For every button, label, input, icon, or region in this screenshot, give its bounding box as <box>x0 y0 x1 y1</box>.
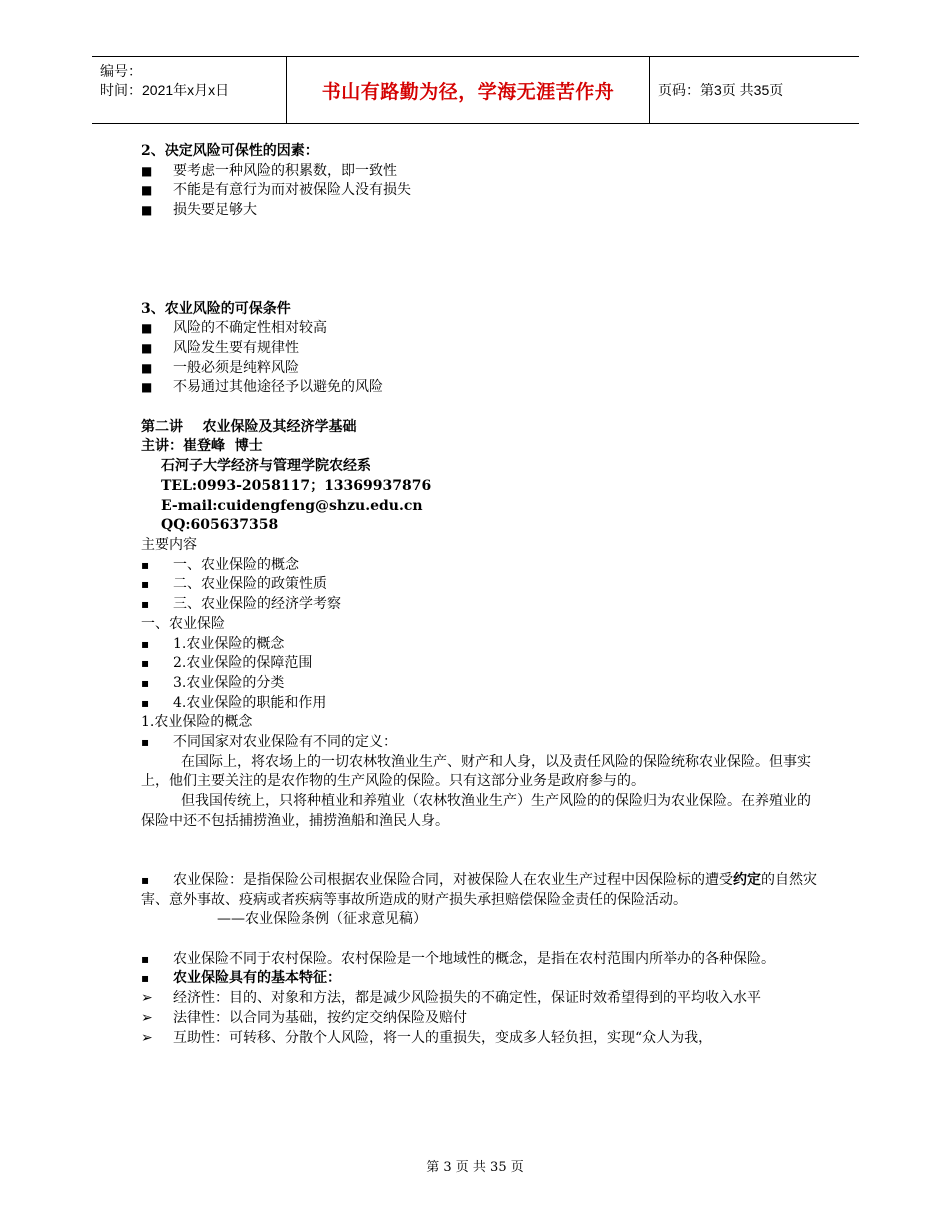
page-label: 页码：第3页 共35页 <box>658 82 784 98</box>
square-bullet-icon: ■ <box>141 360 153 375</box>
list-item: ■ 风险的不确定性相对较高 <box>141 319 821 339</box>
square-bullet-icon: ▪ <box>141 656 150 671</box>
list-item: ■ 一般必须是纯粹风险 <box>141 359 821 379</box>
paragraph: 但我国传统上，只将种植业和养殖业（农林牧渔业生产）生产风险的的保险归为农业保险。在养殖业的保险中还不包括捕捞渔业，捕捞渔船和渔民人身。 <box>141 793 811 829</box>
list-item: ■ 风险发生要有规律性 <box>141 339 821 359</box>
square-bullet-icon: ■ <box>141 203 153 218</box>
square-bullet-icon: ▪ <box>141 636 150 651</box>
arrow-bullet-icon: ➢ <box>141 990 153 1007</box>
list-item: ■ 不能是有意行为而对被保险人没有损失 <box>141 181 821 201</box>
definition-paragraph: ▪ 农业保险：是指保险公司根据农业保险合同，对被保险人在农业生产过程中因保险标的遭受约定的自然灾害、意外事故、疫病或者疾病等事故所造成的财产损失承担赔偿保险金责任的保险活动。 <box>141 871 817 908</box>
affiliation: 石河子大学经济与管理学院农经系 <box>161 458 371 475</box>
list-item: ▪ 4.农业保险的职能和作用 <box>141 694 821 714</box>
features-title: ▪ 农业保险具有的基本特征： <box>141 969 821 989</box>
main-content-label: 主要内容 <box>141 536 197 553</box>
header-table <box>92 56 859 124</box>
section-3-title: 3、农业风险的可保条件 <box>141 300 291 317</box>
concept-title: 1.农业保险的概念 <box>141 714 253 731</box>
header-page-cell <box>650 57 859 123</box>
list-item: ■ 要考虑一种风险的积累数，即一致性 <box>141 162 821 182</box>
square-bullet-icon: ■ <box>141 163 153 178</box>
part-1-title: 一、农业保险 <box>141 615 225 632</box>
feature-item: ➢ 法律性：以合同为基础，按约定交纳保险及赔付 <box>141 1009 821 1029</box>
square-bullet-icon: ▪ <box>141 675 150 690</box>
list-item: ■ 损失要足够大 <box>141 201 821 221</box>
square-bullet-icon: ▪ <box>141 597 150 612</box>
square-bullet-icon: ■ <box>141 321 153 336</box>
feature-item: ➢ 互助性：可转移、分散个人风险，将一人的重损失，变成多人轻负担，实现“众人为我， <box>141 1029 821 1049</box>
list-item: ▪ 1.农业保险的概念 <box>141 635 821 655</box>
square-bullet-icon: ▪ <box>141 577 150 592</box>
email: E-mail:cuidengfeng@shzu.edu.cn <box>161 497 423 514</box>
list-item: ▪ 一、农业保险的概念 <box>141 556 821 576</box>
square-bullet-icon: ▪ <box>141 735 150 750</box>
header-meta-cell <box>92 57 287 123</box>
lecturer: 主讲：崔登峰 博士 <box>141 438 263 455</box>
arrow-bullet-icon: ➢ <box>141 1009 153 1026</box>
list-item: ▪ 二、农业保险的政策性质 <box>141 575 821 595</box>
feature-item: ➢ 经济性：目的、对象和方法，都是减少风险损失的不确定性，保证时效希望得到的平均收入水平 <box>141 989 821 1009</box>
emphasis: 约定 <box>733 871 761 888</box>
rural-paragraph: ▪ 农业保险不同于农村保险。农村保险是一个地域性的概念，是指在农村范围内所举办的各种保险。 <box>141 950 821 970</box>
square-bullet-icon: ■ <box>141 380 153 395</box>
tel: TEL:0993-2058117；13369937876 <box>161 477 432 494</box>
arrow-bullet-icon: ➢ <box>141 1029 153 1046</box>
time-label: 时间：2021年x月x日 <box>100 82 230 98</box>
square-bullet-icon: ■ <box>141 340 153 355</box>
header-motto-cell <box>287 57 650 123</box>
definition-source: ——农业保险条例（征求意见稿） <box>217 911 427 928</box>
lecture-title: 第二讲 农业保险及其经济学基础 <box>141 418 357 435</box>
list-item: ■ 不易通过其他途径予以避免的风险 <box>141 378 821 398</box>
page-footer: 第 3 页 共 35 页 <box>426 1160 524 1175</box>
square-bullet-icon: ▪ <box>141 695 150 710</box>
list-item: ▪ 三、农业保险的经济学考察 <box>141 595 821 615</box>
square-bullet-icon: ▪ <box>141 872 150 887</box>
paragraph: 在国际上，将农场上的一切农林牧渔业生产、财产和人身，以及责任风险的保险统称农业保险。但事实上，他们主要关注的是农作物的生产风险的保险。只有这部分业务是政府参与的。 <box>141 753 811 790</box>
qq: QQ:605637358 <box>161 517 279 534</box>
square-bullet-icon: ■ <box>141 183 153 198</box>
square-bullet-icon: ▪ <box>141 951 150 966</box>
list-item: ▪ 不同国家对农业保险有不同的定义： <box>141 733 821 753</box>
square-bullet-icon: ▪ <box>141 557 150 572</box>
list-item: ▪ 3.农业保险的分类 <box>141 674 821 694</box>
section-2-title: 2、决定风险可保性的因素： <box>141 143 319 159</box>
square-bullet-icon: ▪ <box>141 971 150 986</box>
document-body <box>141 142 821 1048</box>
number-label: 编号： <box>100 63 142 79</box>
list-item: ▪ 2.农业保险的保障范围 <box>141 654 821 674</box>
motto: 书山有路勤为径，学海无涯苦作舟 <box>321 80 615 103</box>
